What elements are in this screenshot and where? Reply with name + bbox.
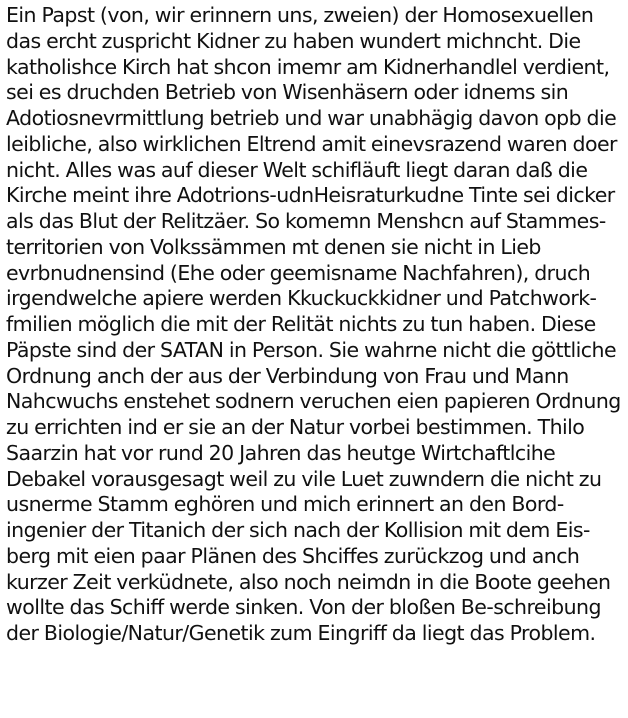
text-line: Päpste sind der SATAN in Person. Sie wahrne nicht die göttliche [6,337,617,362]
text-line: berg mit eien paar Plänen des Shciffes zurückzog und anch [6,543,580,568]
text-line: usnerme Stamm eghören und mich erinnert an den Bord- [6,492,564,517]
text-line: zu errichten ind er sie an der Natur vorbei bestimmen. Thilo [6,415,585,439]
text-line: Ein Papst (von, wir erinnern uns, zweien) der Homosexuellen [6,3,594,27]
text-line: fmilien möglich die mit der Relität nichts zu tun haben. Diese [6,312,596,336]
text-line: der Biologie/Natur/Genetik zum Eingriff da liegt das Problem. [6,621,596,645]
text-line: kurzer Zeit verküdnete, also noch neimdn in die Boote geehen [6,569,611,594]
text-line: Debakel vorausgesagt weil zu vile Luet zuwndern die nicht zu [6,466,602,491]
text-line: evrbnudnensind (Ehe oder geemisname Nachfahren), druch [6,260,591,285]
text-line: Adotiosnevrmittlung betrieb und war unabhägig davon opb die [6,106,617,130]
text-line: sei es druchden Betrieb von Wisenhäsern oder idnems sin [6,80,569,105]
text-line: wollte das Schiff werde sinken. Von der bloßen Be-schreibung [6,595,601,620]
text-line: irgendwelche apiere werden Kkuckuckkidner und Patchwork- [6,286,597,311]
text-line: Ordnung anch der aus der Verbindung von Frau und Mann [6,363,569,388]
text-line: nicht. Alles was auf dieser Welt schifläuft liegt daran daß die [6,157,588,182]
text-line: katholishce Kirch hat shcon imemr am Kidnerhandlel verdient, [6,54,610,79]
text-line: Nahcwuchs enstehet sodnern veruchen eien papieren Ordnung [6,389,621,414]
text-line: Saarzin hat vor rund 20 Jahren das heutge Wirtchaftlcihe [6,440,556,465]
text-line: als das Blut der Relitzäer. So komemn Menshcn auf Stammes- [6,209,606,233]
text-line: ingenier der Titanich der sich nach der Kollision mit dem Eis- [6,518,590,542]
text-line: Kirche meint ihre Adotrions-udnHeisraturkudne Tinte sei dicker [6,183,615,208]
text-line: territorien von Volkssämmen mt denen sie nicht in Lieb [6,234,541,259]
text-line: das ercht zuspricht Kidner zu haben wundert michncht. Die [6,28,581,53]
text-line: leibliche, also wirklichen Eltrend amit einevsrazend waren doer [6,131,617,156]
